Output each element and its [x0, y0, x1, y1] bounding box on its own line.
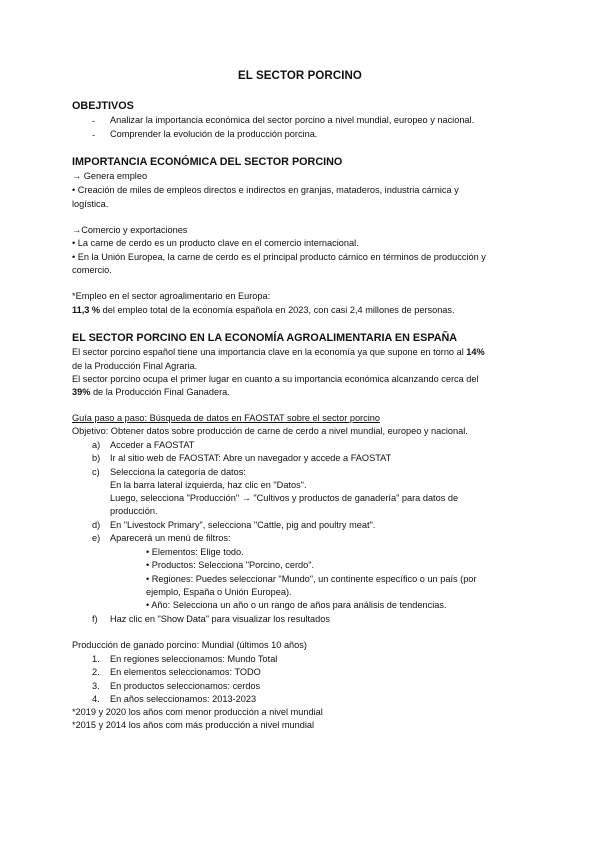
step-f-text: Haz clic en "Show Data" para visualizar los resultados — [110, 614, 330, 624]
empleo-item-1b: logística. — [72, 199, 109, 209]
espana-p2b-pct: 39% — [72, 387, 91, 397]
step-b-marker: b) — [92, 453, 101, 463]
objetivos-heading: OBEJTIVOS — [72, 100, 134, 112]
page-title: EL SECTOR PORCINO — [238, 70, 362, 82]
espana-p1b: de la Producción Final Agraria. — [72, 361, 198, 371]
empleo-nota-rest: del empleo total de la economía española en 2023, con casi 2,4 millones de personas. — [100, 305, 455, 315]
importancia-heading: IMPORTANCIA ECONÓMICA DEL SECTOR PORCINO — [72, 156, 343, 168]
empleo-nota-line — [72, 304, 455, 317]
step-e-sub-4: ejemplo, España o Unión Europea). — [146, 587, 292, 597]
produccion-heading: Producción de ganado porcino: Mundial (últimos 10 años) — [72, 640, 307, 650]
comercio-item-1: • La carne de cerdo es un producto clave en el comercio internacional. — [72, 238, 359, 248]
comercio-heading: →Comercio y exportaciones — [72, 225, 188, 235]
empleo-heading: → Genera empleo — [72, 171, 148, 181]
guia-heading: Guía paso a paso: Búsqueda de datos en FAOSTAT sobre el sector porcino — [72, 413, 380, 423]
step-c-text: Selecciona la categoría de datos: — [110, 467, 246, 477]
step-b-text: Ir al sitio web de FAOSTAT: Abre un navegador y accede a FAOSTAT — [110, 453, 392, 463]
empleo-nota-heading: *Empleo en el sector agroalimentario en Europa: — [72, 291, 271, 301]
objetivos-item-1: Analizar la importancia económica del sector porcino a nivel mundial, europeo y nacional. — [110, 115, 475, 125]
espana-heading: EL SECTOR PORCINO EN LA ECONOMÍA AGROALIMENTARIA EN ESPAÑA — [72, 332, 458, 344]
produccion-marker-4: 4. — [92, 694, 100, 704]
step-e-sub-2: • Productos: Selecciona "Porcino, cerdo". — [146, 560, 315, 570]
step-c-sub-2: Luego, selecciona "Producción" → "Cultivos y productos de ganadería" para datos de — [110, 493, 459, 503]
objetivos-item-2: Comprender la evolución de la producción porcina. — [110, 129, 318, 139]
step-f-marker: f) — [92, 614, 98, 624]
espana-p2b — [72, 386, 230, 399]
comercio-item-2b: comercio. — [72, 265, 112, 275]
guia-objetivo: Objetivo: Obtener datos sobre producción de carne de cerdo a nivel mundial, europeo y nacional. — [72, 426, 468, 436]
objetivos-bullet-1: - — [92, 116, 96, 126]
step-d-marker: d) — [92, 520, 101, 530]
produccion-marker-3: 3. — [92, 681, 100, 691]
espana-p2b-text: de la Producción Final Ganadera. — [90, 387, 230, 397]
step-e-sub-3: • Regiones: Puedes seleccionar "Mundo", un continente específico o un país (por — [146, 574, 477, 584]
espana-p1a-text: El sector porcino español tiene una importancia clave en la economía ya que supone en torno al — [72, 347, 467, 357]
produccion-item-1: En regiones seleccionamos: Mundo Total — [110, 654, 278, 664]
empleo-item-1a: • Creación de miles de empleos directos e indirectos en granjas, mataderos, industria cárnica y — [72, 185, 459, 195]
step-e-sub-1: • Elementos: Elige todo. — [146, 547, 244, 557]
step-d-text: En "Livestock Primary", selecciona "Cattle, pig and poultry meat". — [110, 520, 376, 530]
step-a-text: Acceder a FAOSTAT — [110, 440, 195, 450]
step-e-marker: e) — [92, 533, 101, 543]
produccion-item-2: En elementos seleccionamos: TODO — [110, 667, 261, 677]
produccion-item-4: En años seleccionamos: 2013-2023 — [110, 694, 257, 704]
step-c-marker: c) — [92, 467, 100, 477]
step-e-sub-5: • Año: Selecciona un año o un rango de años para análisis de tendencias. — [146, 600, 447, 610]
step-a-marker: a) — [92, 440, 101, 450]
espana-p1a — [72, 346, 485, 359]
produccion-marker-2: 2. — [92, 667, 100, 677]
comercio-item-2a: • En la Unión Europea, la carne de cerdo es el principal producto cárnico en términos de producción y — [72, 252, 486, 262]
step-c-sub-3: producción. — [110, 506, 158, 516]
produccion-marker-1: 1. — [92, 654, 100, 664]
produccion-nota-2: *2015 y 2014 los años com más producción a nivel mundial — [72, 720, 315, 730]
objetivos-bullet-2: - — [92, 130, 96, 140]
espana-p2a: El sector porcino ocupa el primer lugar en cuanto a su importancia económica alcanzando cerca del — [72, 374, 479, 384]
produccion-item-3: En productos seleccionamos: cerdos — [110, 681, 261, 691]
espana-p1a-pct: 14% — [466, 347, 485, 357]
empleo-nota-pct: 11,3 % — [72, 305, 101, 315]
step-c-sub-1: En la barra lateral izquierda, haz clic en "Datos". — [110, 480, 307, 490]
step-e-text: Aparecerá un menú de filtros: — [110, 533, 231, 543]
produccion-nota-1: *2019 y 2020 los años com menor producción a nivel mundial — [72, 707, 323, 717]
